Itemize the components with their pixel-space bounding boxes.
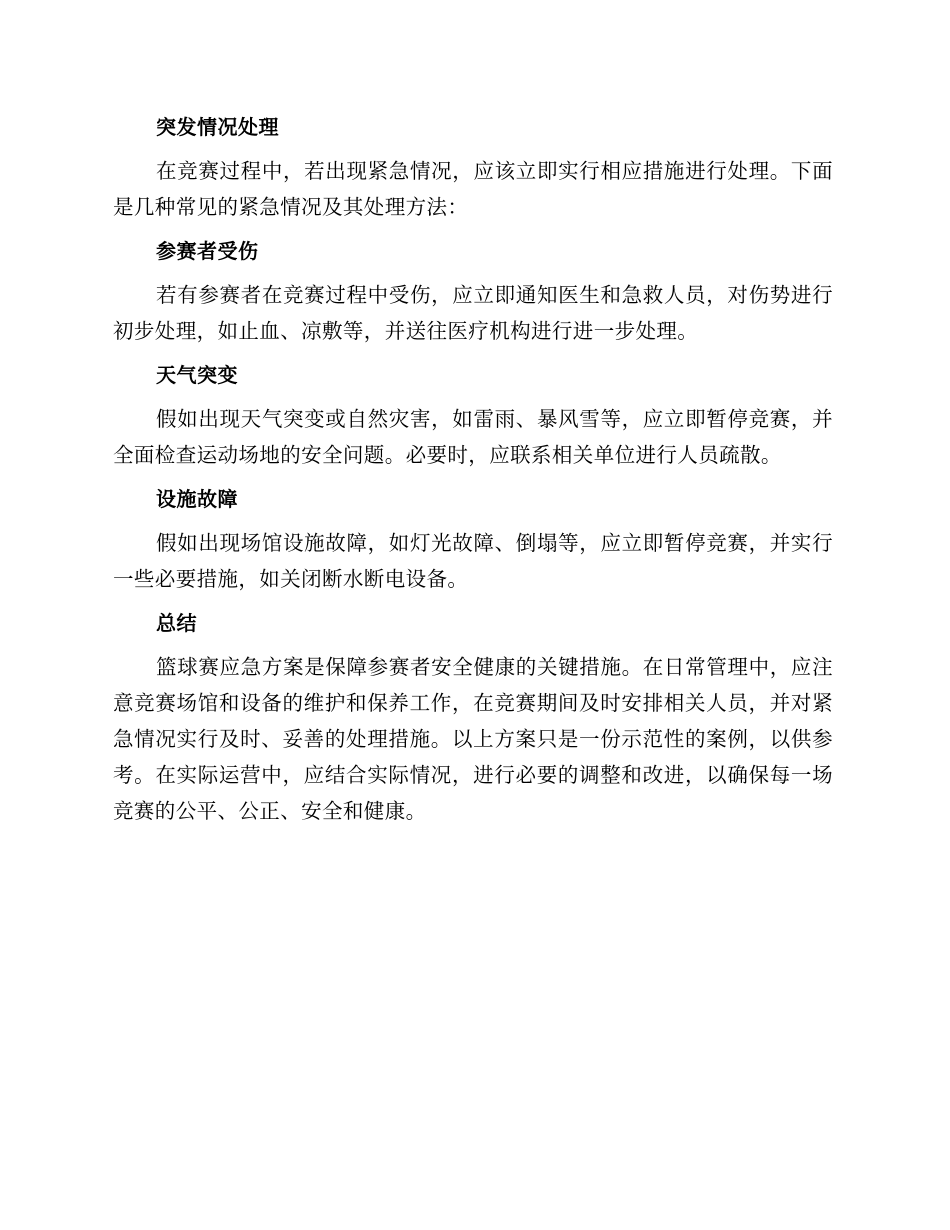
document-page (113, 109, 833, 837)
section-paragraph-participant-injury: 若有参赛者在竞赛过程中受伤，应立即通知医生和急救人员，对伤势进行初步处理，如止血、凉敷等，并送往医疗机构进行进一步处理。 (113, 283, 833, 343)
section-paragraph-summary: 篮球赛应急方案是保障参赛者安全健康的关键措施。在日常管理中，应注意竞赛场馆和设备的维护和保养工作，在竞赛期间及时安排相关人员，并对紧急情况实行及时、妥善的处理措施。以上方案只是一份示范性的案例，以供参考。在实际运营中，应结合实际情况，进行必要的调整和改进，以确保每一场竞赛的公平、公正、安全和健康。 (113, 655, 833, 823)
section-paragraph-facility-failure: 假如出现场馆设施故障，如灯光故障、倒塌等，应立即暂停竞赛，并实行一些必要措施，如关闭断水断电设备。 (113, 531, 833, 591)
section-heading-weather-change: 天气突变 (156, 363, 238, 387)
section-heading-summary: 总结 (156, 611, 197, 635)
section-paragraph-weather-change: 假如出现天气突变或自然灾害，如雷雨、暴风雪等，应立即暂停竞赛，并全面检查运动场地的安全问题。必要时，应联系相关单位进行人员疏散。 (113, 407, 833, 467)
section-heading-participant-injury: 参赛者受伤 (156, 239, 259, 263)
section-heading-facility-failure: 设施故障 (156, 487, 238, 511)
section-heading-emergency-handling: 突发情况处理 (156, 115, 279, 139)
section-paragraph-emergency-handling: 在竞赛过程中，若出现紧急情况，应该立即实行相应措施进行处理。下面是几种常见的紧急情况及其处理方法： (113, 159, 833, 219)
